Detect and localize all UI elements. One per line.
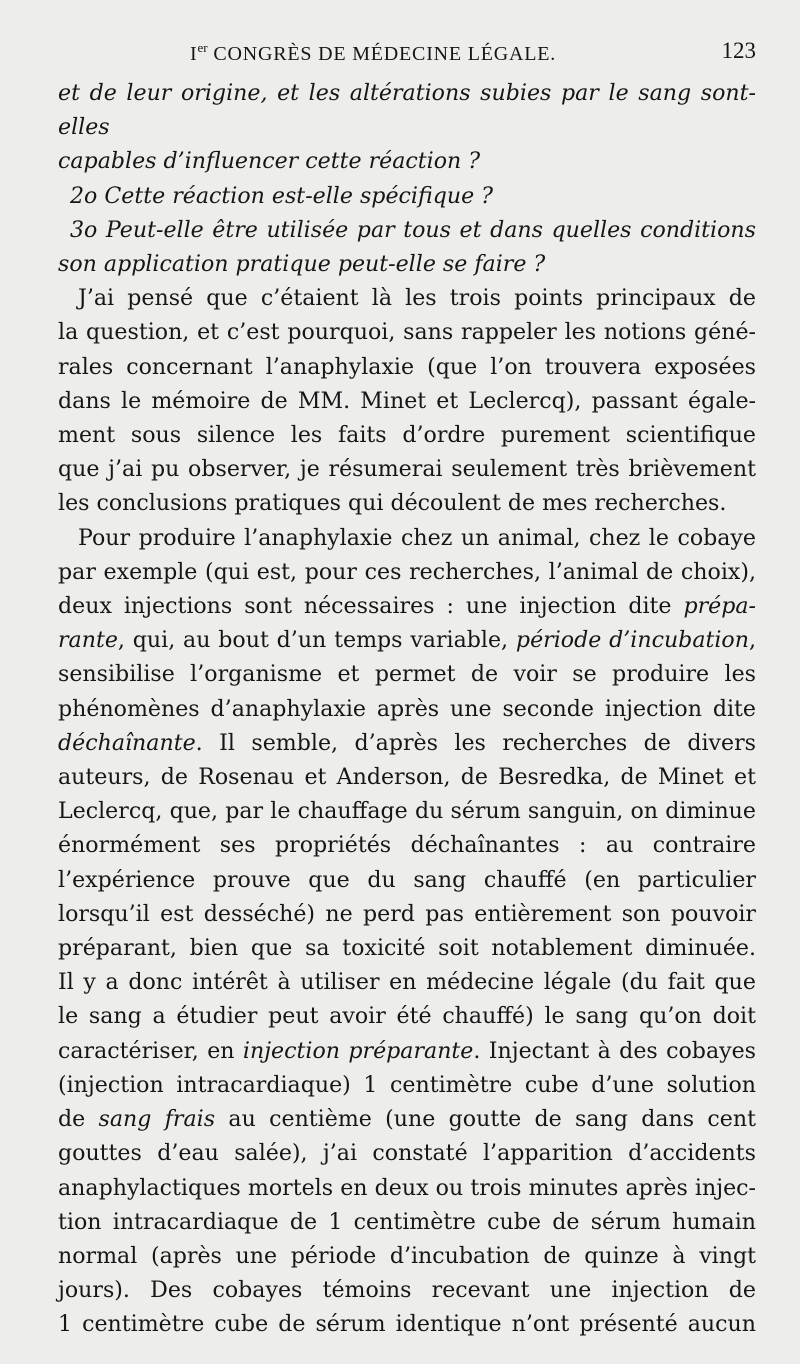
paragraph-2-line: énormément ses propriétés déchaînantes : au contraire (58, 832, 756, 859)
ordinal-superscript: er (197, 40, 208, 55)
question-2: 2o Cette réaction est-elle spécifique ? (70, 182, 494, 209)
paragraph-1-line: rales concernant l’anaphylaxie (que l’on trouvera exposées (58, 353, 756, 380)
question-1-line-1: et de leur origine, et les altérations subies par le sang sont-elles (58, 80, 756, 141)
body-text (58, 76, 756, 1342)
paragraph-2-line: préparant, bien que sa toxicité soit notablement diminuée. (58, 935, 756, 962)
paragraph-2-line: sensibilise l’organisme et permet de voir se produire les (58, 661, 756, 688)
paragraph-2-line (58, 589, 756, 623)
question-3-line-1: 3o Peut-elle être utilisée par tous et dans quelles conditions (70, 216, 756, 243)
running-head (58, 32, 756, 76)
question-3-line-2: son application pratique peut-elle se faire ? (58, 251, 546, 278)
paragraph-2-line (58, 726, 756, 760)
paragraph-1-line: J’ai pensé que c’étaient là les trois points principaux de (78, 285, 756, 312)
italic-term: injection préparante (242, 1037, 474, 1064)
paragraph-2-line: 1 centimètre cube de sérum identique n’ont présenté aucun (58, 1311, 756, 1338)
paragraph-2-line: phénomènes d’anaphylaxie après une seconde injection dite (58, 695, 756, 722)
paragraph-2-line: l’expérience prouve que du sang chauffé (en particulier (58, 866, 756, 893)
paragraph-2-line: Leclercq, que, par le chauffage du sérum sanguin, on diminue (58, 798, 756, 825)
text-run: caractériser, en (58, 1037, 243, 1064)
paragraph-2-line: auteurs, de Rosenau et Anderson, de Besredka, de Minet et (58, 764, 756, 791)
text-run: de (58, 1106, 99, 1133)
paragraph-1-line: les conclusions pratiques qui découlent de mes recherches. (58, 490, 727, 517)
text-run: , (748, 627, 756, 654)
text-run: . Injectant à des cobayes (473, 1037, 757, 1064)
text-run: deux injections sont nécessaires : une injection dite (58, 593, 684, 620)
paragraph-2-line: anaphylactiques mortels en deux ou trois minutes après injec- (58, 1174, 756, 1201)
text-run: au centième (une goutte de sang dans cent (215, 1106, 756, 1133)
italic-term: sang frais (98, 1106, 216, 1133)
paragraph-2-line: Il y a donc intérêt à utiliser en médecine légale (du fait que (58, 969, 756, 996)
paragraph-2-line (58, 623, 756, 657)
paragraph-2-line: le sang a étudier peut avoir été chauffé) le sang qu’on doit (58, 1003, 756, 1030)
paragraph-1-line: la question, et c’est pourquoi, sans rappeler les notions géné- (58, 319, 756, 346)
paragraph-2-line: normal (après une période d’incubation de quinze à vingt (58, 1242, 756, 1269)
paragraph-2-line: gouttes d’eau salée), j’ai constaté l’apparition d’accidents (58, 1140, 756, 1167)
italic-term: prépa- (683, 593, 756, 620)
italic-term: période d’incubation (515, 627, 749, 654)
paragraph-2-line (58, 1102, 756, 1136)
question-1-line-2: capables d’influencer cette réaction ? (58, 148, 481, 175)
paragraph-2-line: jours). Des cobayes témoins recevant une injection de (58, 1277, 756, 1304)
paragraph-1-line: ment sous silence les faits d’ordre purement scientifique (58, 422, 756, 449)
paragraph-2-line: Pour produire l’anaphylaxie chez un animal, chez le cobaye (78, 524, 756, 551)
congress-title: CONGRÈS DE MÉDECINE LÉGALE. (213, 43, 557, 65)
paragraph-2-line: tion intracardiaque de 1 centimètre cube de sérum humain (58, 1208, 756, 1235)
italic-term: déchaînante (58, 729, 196, 756)
page-number: 123 (721, 38, 756, 63)
paragraph-2-line: par exemple (qui est, pour ces recherches, l’animal de choix), (58, 558, 756, 585)
running-title (190, 40, 556, 66)
italic-term: rante (58, 627, 118, 654)
paragraph-2-line: lorsqu’il est desséché) ne perd pas entièrement son pouvoir (58, 900, 756, 927)
paragraph-1-line: que j’ai pu observer, je résumerai seulement très brièvement (58, 456, 756, 483)
paragraph-2-line (58, 1034, 756, 1068)
text-run: , qui, au bout d’un temps variable, (117, 627, 516, 654)
paragraph-1-line: dans le mémoire de MM. Minet et Leclercq), passant égale- (58, 387, 756, 414)
ordinal: I (190, 43, 198, 65)
paragraph-2-line: (injection intracardiaque) 1 centimètre cube d’une solution (58, 1071, 756, 1098)
text-run: . Il semble, d’après les recherches de divers (195, 729, 756, 756)
